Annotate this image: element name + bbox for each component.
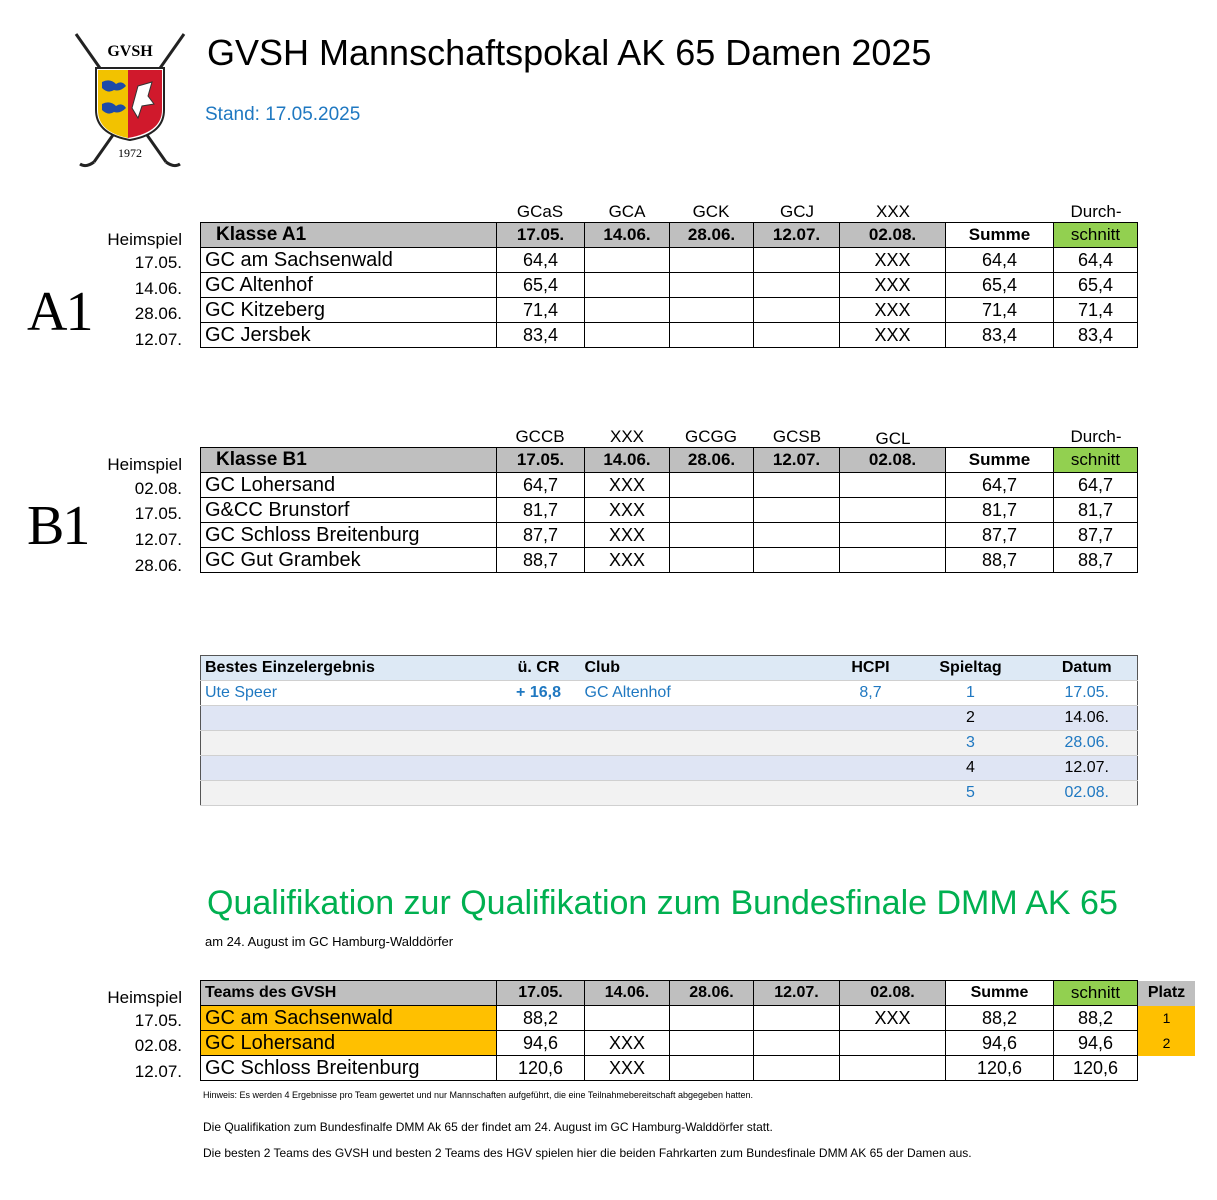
qualification-title: Qualifikation zur Qualifikation zum Bundesfinale DMM AK 65 bbox=[207, 884, 1118, 922]
summe-header: Summe bbox=[946, 448, 1054, 473]
cr-value bbox=[497, 781, 581, 806]
score-cell: XXX bbox=[840, 248, 946, 273]
club-value bbox=[581, 781, 837, 806]
score-cell: 88,7 bbox=[497, 548, 585, 573]
table-row bbox=[201, 731, 1138, 756]
team-name: GC Lohersand bbox=[201, 1031, 497, 1056]
heimspiel-label: Heimspiel bbox=[107, 455, 182, 474]
best-header: Datum bbox=[1037, 656, 1138, 681]
team-name: GC Gut Grambek bbox=[201, 548, 497, 573]
score-cell bbox=[754, 523, 840, 548]
date-header: 02.08. bbox=[840, 223, 946, 248]
score-cell bbox=[670, 548, 754, 573]
schnitt-header: schnitt bbox=[1054, 981, 1138, 1006]
club-abbr: XXX bbox=[875, 202, 911, 221]
cr-value: + 16,8 bbox=[497, 681, 581, 706]
team-name: G&CC Brunstorf bbox=[201, 498, 497, 523]
date-header: 17.05. bbox=[497, 981, 585, 1006]
heimspiel-date: 14.06. bbox=[134, 279, 182, 298]
team-name: GC Kitzeberg bbox=[201, 298, 497, 323]
heimspiel-date: 17.05. bbox=[134, 1011, 182, 1030]
table-row bbox=[201, 273, 1138, 298]
table-row bbox=[201, 1006, 1196, 1031]
class-a1-label: A1 bbox=[27, 281, 92, 343]
qualification-table bbox=[200, 980, 1196, 1081]
platz-header: Platz bbox=[1138, 981, 1196, 1006]
score-cell bbox=[670, 523, 754, 548]
player-name bbox=[201, 781, 497, 806]
score-cell: 64,4 bbox=[497, 248, 585, 273]
table-header-row bbox=[201, 448, 1138, 473]
date-header: 12.07. bbox=[754, 448, 840, 473]
score-cell: XXX bbox=[840, 323, 946, 348]
page-title: GVSH Mannschaftspokal AK 65 Damen 2025 bbox=[207, 32, 932, 73]
schnitt-cell: 81,7 bbox=[1054, 498, 1138, 523]
platz-cell bbox=[1138, 1056, 1196, 1081]
class-b1-table bbox=[200, 447, 1138, 573]
schnitt-cell: 71,4 bbox=[1054, 298, 1138, 323]
table-header-row bbox=[201, 223, 1138, 248]
summe-header: Summe bbox=[946, 981, 1054, 1006]
class-a1-table bbox=[200, 222, 1138, 348]
table-row bbox=[201, 298, 1138, 323]
hcpi-value bbox=[837, 756, 905, 781]
heimspiel-label: Heimspiel bbox=[107, 988, 182, 1007]
heimspiel-date: 17.05. bbox=[134, 504, 182, 523]
schnitt-cell: 83,4 bbox=[1054, 323, 1138, 348]
date-header: 14.06. bbox=[585, 981, 670, 1006]
team-name: GC Schloss Breitenburg bbox=[201, 1056, 497, 1081]
schnitt-cell: 120,6 bbox=[1054, 1056, 1138, 1081]
heimspiel-date: 12.07. bbox=[134, 1062, 182, 1081]
best-header: HCPI bbox=[837, 656, 905, 681]
score-cell: XXX bbox=[585, 1056, 670, 1081]
club-abbr: XXX bbox=[609, 427, 645, 446]
score-cell bbox=[754, 498, 840, 523]
score-cell bbox=[754, 473, 840, 498]
score-cell bbox=[670, 298, 754, 323]
spieltag-value: 2 bbox=[905, 706, 1037, 731]
best-header: Bestes Einzelergebnis bbox=[201, 656, 497, 681]
summe-cell: 87,7 bbox=[946, 523, 1054, 548]
score-cell bbox=[585, 1006, 670, 1031]
club-value bbox=[581, 706, 837, 731]
club-abbr: GCaS bbox=[516, 202, 564, 221]
best-header: ü. CR bbox=[497, 656, 581, 681]
heimspiel-date: 17.05. bbox=[134, 253, 182, 272]
player-name bbox=[201, 756, 497, 781]
hcpi-value bbox=[837, 781, 905, 806]
class-name: Klasse A1 bbox=[201, 223, 497, 248]
score-cell: 88,2 bbox=[497, 1006, 585, 1031]
table-row bbox=[201, 323, 1138, 348]
schnitt-header: schnitt bbox=[1054, 223, 1138, 248]
spieltag-value: 5 bbox=[905, 781, 1037, 806]
datum-value: 02.08. bbox=[1037, 781, 1138, 806]
spieltag-value: 4 bbox=[905, 756, 1037, 781]
spieltag-value: 1 bbox=[905, 681, 1037, 706]
table-row bbox=[201, 1056, 1196, 1081]
table-row bbox=[201, 756, 1138, 781]
club-value: GC Altenhof bbox=[581, 681, 837, 706]
date-header: 02.08. bbox=[840, 981, 946, 1006]
score-cell: 71,4 bbox=[497, 298, 585, 323]
score-cell bbox=[840, 1031, 946, 1056]
heimspiel-date: 02.08. bbox=[134, 479, 182, 498]
club-abbr: GCCB bbox=[515, 427, 565, 446]
table-row bbox=[201, 781, 1138, 806]
date-header: 28.06. bbox=[670, 981, 754, 1006]
date-header: 17.05. bbox=[497, 223, 585, 248]
score-cell bbox=[754, 248, 840, 273]
team-name: GC Jersbek bbox=[201, 323, 497, 348]
player-name bbox=[201, 706, 497, 731]
platz-cell: 2 bbox=[1138, 1031, 1196, 1056]
score-cell: XXX bbox=[585, 523, 670, 548]
logo-year: 1972 bbox=[118, 146, 142, 160]
qualification-note: Die Qualifikation zum Bundesfinalfe DMM Ak 65 der findet am 24. August im GC Hamburg-Walddörfer statt. bbox=[203, 1120, 773, 1134]
score-cell bbox=[670, 323, 754, 348]
cr-value bbox=[497, 756, 581, 781]
table-row bbox=[201, 548, 1138, 573]
summe-cell: 65,4 bbox=[946, 273, 1054, 298]
player-name: Ute Speer bbox=[201, 681, 497, 706]
summe-cell: 120,6 bbox=[946, 1056, 1054, 1081]
score-cell bbox=[840, 498, 946, 523]
team-name: GC Schloss Breitenburg bbox=[201, 523, 497, 548]
summe-cell: 64,7 bbox=[946, 473, 1054, 498]
date-header: 14.06. bbox=[585, 448, 670, 473]
score-cell: XXX bbox=[585, 473, 670, 498]
score-cell: 83,4 bbox=[497, 323, 585, 348]
score-cell: 81,7 bbox=[497, 498, 585, 523]
durch-label: Durch- bbox=[1070, 427, 1122, 446]
qualification-note: Die besten 2 Teams des GVSH und besten 2 Teams des HGV spielen hier die beiden Fahrkarten zum Bundesfinale DMM AK 65 der Damen aus. bbox=[203, 1146, 972, 1160]
heimspiel-date: 02.08. bbox=[134, 1036, 182, 1055]
heimspiel-label: Heimspiel bbox=[107, 230, 182, 249]
date-header: 12.07. bbox=[754, 981, 840, 1006]
date-header: 28.06. bbox=[670, 448, 754, 473]
summe-cell: 83,4 bbox=[946, 323, 1054, 348]
schnitt-cell: 87,7 bbox=[1054, 523, 1138, 548]
gvsh-logo bbox=[70, 30, 190, 170]
date-header: 28.06. bbox=[670, 223, 754, 248]
score-cell bbox=[840, 473, 946, 498]
summe-cell: 88,7 bbox=[946, 548, 1054, 573]
score-cell: 87,7 bbox=[497, 523, 585, 548]
score-cell: 64,7 bbox=[497, 473, 585, 498]
table-header-row bbox=[201, 656, 1138, 681]
club-abbr: GCA bbox=[608, 202, 646, 221]
schnitt-cell: 88,2 bbox=[1054, 1006, 1138, 1031]
team-name: GC am Sachsenwald bbox=[201, 1006, 497, 1031]
best-individual-table bbox=[200, 655, 1138, 806]
score-cell bbox=[670, 473, 754, 498]
table-row bbox=[201, 1031, 1196, 1056]
schnitt-cell: 94,6 bbox=[1054, 1031, 1138, 1056]
score-cell bbox=[670, 498, 754, 523]
score-cell: XXX bbox=[585, 498, 670, 523]
score-cell bbox=[754, 548, 840, 573]
score-cell bbox=[840, 523, 946, 548]
cr-value bbox=[497, 731, 581, 756]
spieltag-value: 3 bbox=[905, 731, 1037, 756]
summe-cell: 71,4 bbox=[946, 298, 1054, 323]
club-abbr: GCGG bbox=[685, 427, 737, 446]
score-cell bbox=[585, 298, 670, 323]
score-cell bbox=[840, 1056, 946, 1081]
score-cell: 94,6 bbox=[497, 1031, 585, 1056]
team-name: GC Altenhof bbox=[201, 273, 497, 298]
club-abbr: GCK bbox=[692, 202, 730, 221]
team-name: GC am Sachsenwald bbox=[201, 248, 497, 273]
heimspiel-date: 28.06. bbox=[134, 556, 182, 575]
score-cell: XXX bbox=[840, 273, 946, 298]
hcpi-value bbox=[837, 731, 905, 756]
durch-label: Durch- bbox=[1070, 202, 1122, 221]
schnitt-cell: 64,7 bbox=[1054, 473, 1138, 498]
score-cell bbox=[754, 1031, 840, 1056]
a1-club-abbreviations bbox=[0, 202, 1217, 222]
table-row bbox=[201, 498, 1138, 523]
score-cell bbox=[585, 273, 670, 298]
summe-cell: 81,7 bbox=[946, 498, 1054, 523]
score-cell: XXX bbox=[585, 1031, 670, 1056]
schnitt-cell: 65,4 bbox=[1054, 273, 1138, 298]
date-header: 02.08. bbox=[840, 448, 946, 473]
score-cell bbox=[754, 323, 840, 348]
score-cell bbox=[754, 1006, 840, 1031]
teams-header: Teams des GVSH bbox=[201, 981, 497, 1006]
table-row bbox=[201, 523, 1138, 548]
schnitt-cell: 88,7 bbox=[1054, 548, 1138, 573]
score-cell: XXX bbox=[840, 298, 946, 323]
b1-club-abbreviations bbox=[0, 427, 1217, 447]
score-cell: XXX bbox=[585, 548, 670, 573]
date-header: 12.07. bbox=[754, 223, 840, 248]
stand-date: Stand: 17.05.2025 bbox=[205, 104, 361, 125]
date-header: 17.05. bbox=[497, 448, 585, 473]
logo-top-text: GVSH bbox=[107, 43, 153, 60]
summe-cell: 64,4 bbox=[946, 248, 1054, 273]
hcpi-value: 8,7 bbox=[837, 681, 905, 706]
club-abbr: GCJ bbox=[780, 202, 814, 221]
score-cell bbox=[585, 248, 670, 273]
platz-cell: 1 bbox=[1138, 1006, 1196, 1031]
table-row bbox=[201, 681, 1138, 706]
summe-cell: 88,2 bbox=[946, 1006, 1054, 1031]
club-value bbox=[581, 756, 837, 781]
score-cell bbox=[670, 248, 754, 273]
datum-value: 28.06. bbox=[1037, 731, 1138, 756]
heimspiel-date: 12.07. bbox=[134, 330, 182, 349]
score-cell bbox=[585, 323, 670, 348]
score-cell bbox=[670, 1031, 754, 1056]
club-abbr: GCSB bbox=[772, 427, 822, 446]
schnitt-header: schnitt bbox=[1054, 448, 1138, 473]
summe-header: Summe bbox=[946, 223, 1054, 248]
club-value bbox=[581, 731, 837, 756]
score-cell: XXX bbox=[840, 1006, 946, 1031]
table-row bbox=[201, 706, 1138, 731]
datum-value: 14.06. bbox=[1037, 706, 1138, 731]
heimspiel-date: 12.07. bbox=[134, 530, 182, 549]
date-header: 14.06. bbox=[585, 223, 670, 248]
score-cell bbox=[670, 1006, 754, 1031]
score-cell bbox=[670, 273, 754, 298]
table-row bbox=[201, 473, 1138, 498]
club-abbr: GCL bbox=[875, 429, 911, 448]
best-header: Spieltag bbox=[905, 656, 1037, 681]
score-cell: 65,4 bbox=[497, 273, 585, 298]
class-b1-label: B1 bbox=[27, 495, 89, 557]
score-cell bbox=[670, 1056, 754, 1081]
heimspiel-date: 28.06. bbox=[134, 304, 182, 323]
summe-cell: 94,6 bbox=[946, 1031, 1054, 1056]
score-cell bbox=[754, 1056, 840, 1081]
datum-value: 17.05. bbox=[1037, 681, 1138, 706]
qualification-subtitle: am 24. August im GC Hamburg-Walddörfer bbox=[205, 934, 454, 949]
score-cell bbox=[754, 273, 840, 298]
table-header-row bbox=[201, 981, 1196, 1006]
hinweis-note: Hinweis: Es werden 4 Ergebnisse pro Team gewertet und nur Mannschaften aufgeführt, die eine Teilnahmebereitschaft abgegeben hatten. bbox=[203, 1090, 754, 1100]
hcpi-value bbox=[837, 706, 905, 731]
team-name: GC Lohersand bbox=[201, 473, 497, 498]
datum-value: 12.07. bbox=[1037, 756, 1138, 781]
best-header: Club bbox=[581, 656, 837, 681]
score-cell: 120,6 bbox=[497, 1056, 585, 1081]
cr-value bbox=[497, 706, 581, 731]
score-cell bbox=[840, 548, 946, 573]
schnitt-cell: 64,4 bbox=[1054, 248, 1138, 273]
table-row bbox=[201, 248, 1138, 273]
score-cell bbox=[754, 298, 840, 323]
class-name: Klasse B1 bbox=[201, 448, 497, 473]
player-name bbox=[201, 731, 497, 756]
